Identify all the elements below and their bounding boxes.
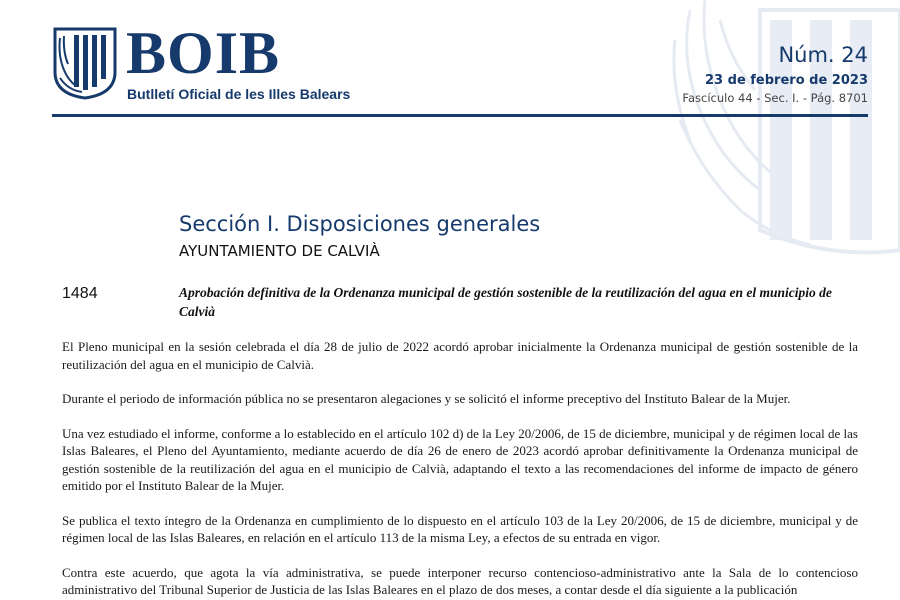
paragraph: El Pleno municipal en la sesión celebrada el día 28 de julio de 2022 acordó aprobar inicialmente la Ordenanza municipal de gestión sostenible de la reutilización del agua en el municipio de Calvià. bbox=[62, 339, 858, 372]
section-subtitle: AYUNTAMIENTO DE CALVIÀ bbox=[179, 242, 380, 260]
issue-number: Núm. 24 bbox=[778, 43, 868, 67]
boib-shield-icon bbox=[52, 26, 118, 100]
issue-date: 23 de febrero de 2023 bbox=[705, 73, 868, 88]
paragraph: Durante el periodo de información pública no se presentaron alegaciones y se solicitó el informe preceptivo del Instituto Balear de la Mujer. bbox=[62, 391, 791, 406]
document-title: Aprobación definitiva de la Ordenanza municipal de gestión sostenible de la reutilización del agua en el municipio de Calvià bbox=[179, 285, 832, 319]
paragraph: Contra este acuerdo, que agota la vía administrativa, se puede interponer recurso contencioso-administrativo ante la Sala de lo contencioso administrativo del Tribunal Superior de Justicia de las Islas Baleares en el plazo de dos meses, a contar desde el día siguiente a la publicación bbox=[62, 564, 858, 597]
issue-pages: Fascículo 44 - Sec. I. - Pág. 8701 bbox=[682, 91, 868, 105]
document-number: 1484 bbox=[62, 285, 98, 302]
paragraph: Se publica el texto íntegro de la Ordenanza en cumplimiento de lo dispuesto en el artículo 103 de la Ley 20/2006, de 15 de diciembre, municipal y de régimen local de las Islas Baleares, en relación en el artículo 113 de la misma Ley, a efectos de su entrada en vigor. bbox=[62, 512, 858, 545]
bulletin-subtitle: Butlletí Oficial de les Illes Balears bbox=[127, 86, 351, 102]
header-divider bbox=[52, 114, 868, 117]
issue-info bbox=[682, 42, 868, 106]
emblem-watermark-icon bbox=[660, 0, 900, 260]
document-body bbox=[62, 338, 858, 600]
boib-logo-text: BOIB bbox=[126, 20, 281, 86]
paragraph: Una vez estudiado el informe, conforme a lo establecido en el artículo 102 d) de la Ley 20/2006, de 15 de diciembre, municipal y de régimen local de las Islas Baleares, el Pleno del Ayuntamiento, mediante acuerdo de día 26 de enero de 2023 acordó aprobar definitivamente la Ordenanza municipal de gestión sostenible de la reutilización del agua en el municipio de Calvià, adaptando el texto a las recomendaciones del informe de impacto de género emitido por el Instituto Balear de la Mujer. bbox=[62, 425, 858, 493]
section-title: Sección I. Disposiciones generales bbox=[179, 212, 541, 236]
